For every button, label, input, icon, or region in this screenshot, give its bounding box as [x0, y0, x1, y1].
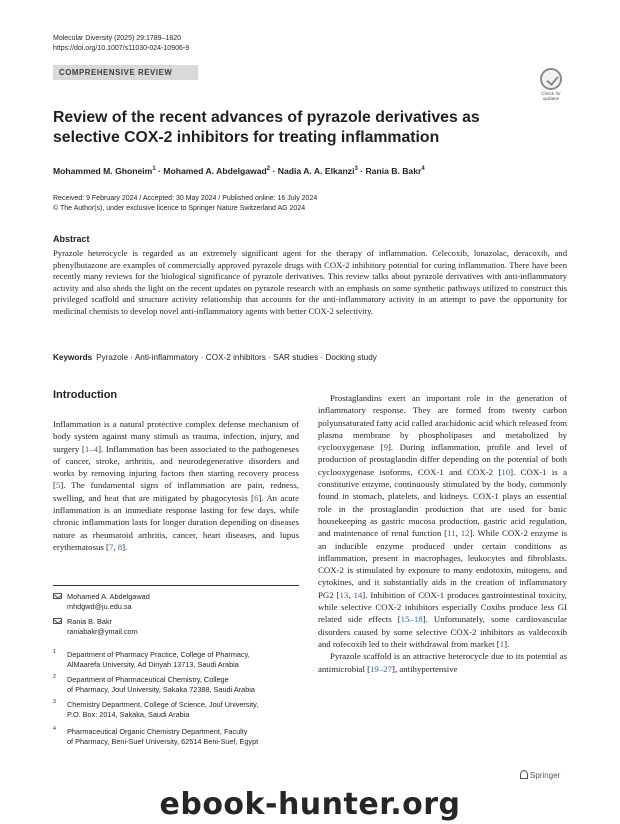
affiliation: 4 Pharmaceutical Organic Chemistry Department, Faculty of Pharmacy, Beni-Suef University, 62514 Beni-Suef, Egypt [53, 726, 259, 746]
correspondence-email[interactable]: raniabakr@ymail.com [67, 626, 138, 636]
author-name[interactable]: Nadia A. A. Elkanzi [277, 165, 355, 176]
citation-link[interactable]: 19–27 [370, 663, 393, 674]
envelope-icon [53, 593, 62, 599]
keywords-text: Pyrazole · Anti-inflammatory · COX-2 inhibitors · SAR studies · Docking study [96, 353, 377, 362]
paragraph: Pyrazole scaffold is an attractive heterocycle due to its potential as antimicrobial [19–27], antihypertensive [318, 651, 567, 674]
right-column-body [318, 392, 567, 675]
affiliation-number: 2 [53, 674, 56, 680]
paragraph: Inflammation is a natural protective complex defense mechanism of body system against many stimuli as trauma, infection, injury, and surgery [1–4]. Inflammation has been associated to the pathogeneses of cancer, stroke, arthritis, and neurodegenerative disorders and works by removing injuring factors then starting recovery process [5]. The fundamental signs of inflammation are pain, redness, swelling, and heat that are mitigated by phagocytosis [6]. An acute inflammation is an immediate response lasting for few days, while chronic inflammation lasts for longer duration depending on diseases nature as rheumatoid arthritis, cancer, heart diseases, and lupus erythematosus [7, 8]. [53, 419, 299, 552]
citation-link[interactable]: 10 [501, 466, 511, 477]
publication-dates [53, 194, 573, 213]
paragraph: Prostaglandins exert an important role in the generation of inflammatory response. They are formed from twenty carbon polyunsaturated fatty acid called arachidonic acid which released from plasma membrane by phospholipases and metabolized by cyclooxygenase [9]. During inflammation, profile and level of production of prostaglandin differ depending on the potential of both cyclooxygenase isoforms, COX-1 and COX-2 [10]. COX-1 is a constitutive enzyme, continuously stimulated by the body, commonly found in stomach, platelets, and kidneys. COX-1 plays an essential role in the prostaglandin production that are used for basic housekeeping as gastric mucosa production, gastric acid regulation, and maintenance of renal function [11, 12]. While COX-2 enzyme is an inducible enzyme produced under certain conditions as inflammation, present in macrophages, leukocytes and fibroblasts. COX-2 is stimulated by exposure to many endotoxin, mitogens, and cytokines, and it substantially aids in the creation of inflammatory PG2 [13, 14]. Inhibition of COX-1 produces gastrointestinal toxicity, while selective COX-2 inhibitors especially Coxibs produce less GI related side effects [15–18]. Unfortunately, some cardiovascular disorders caused by some selective COX-2 inhibitors as valdecoxib and rofecoxib led to their withdrawal from market [1]. [318, 393, 568, 649]
journal-citation: Molecular Diversity (2025) 29:1789–1820 [53, 35, 182, 42]
check-updates-icon [540, 68, 562, 90]
author-list: Mohammed M. Ghoneim$^1$ · Mohamed A. Abdelgawad$^2$ · Nadia A. A. Elkanzi$^3$ · Rania B. Bakr$^4$ [53, 165, 425, 176]
check-updates-label: Check for updates [541, 91, 561, 101]
springer-horse-icon [520, 770, 528, 779]
keywords [53, 352, 567, 363]
citation-link[interactable]: 1–4 [84, 443, 99, 454]
affiliation: 1 Department of Pharmacy Practice, College of Pharmacy, AlMaarefa University, Ad Diriyah 13713, Saudi Arabia [53, 649, 250, 669]
citation-link[interactable]: 15–18 [400, 614, 423, 625]
citation-link[interactable]: 13 [339, 589, 349, 600]
footnote-divider [53, 585, 299, 586]
publisher-logo [520, 770, 560, 780]
affiliation-number: 3 [53, 699, 56, 705]
citation-link[interactable]: 12 [460, 528, 470, 539]
citation-link[interactable]: 5 [55, 480, 61, 491]
author-name[interactable]: Rania B. Bakr [365, 165, 422, 176]
article-type-banner: COMPREHENSIVE REVIEW [53, 65, 198, 80]
correspondence-name: Mohamed A. Abdelgawad [67, 592, 150, 601]
check-for-updates-badge[interactable] [536, 68, 566, 100]
author-name[interactable]: Mohamed A. Abdelgawad [163, 165, 267, 176]
left-column-body [53, 418, 299, 553]
dates-line: Received: 9 February 2024 / Accepted: 30 May 2024 / Published online: 16 July 2024 [53, 195, 318, 202]
article-title: Review of the recent advances of pyrazole derivatives as selective COX-2 inhibitors for treating inflammation [53, 109, 480, 146]
doi-link[interactable]: https://doi.org/10.1007/s11030-024-10906-9 [53, 45, 190, 52]
publisher-name: Springer [530, 771, 561, 780]
introduction-heading: Introduction [53, 389, 118, 401]
author-affiliation-sup: 2 [266, 166, 271, 172]
watermark: ebook-hunter.org [159, 787, 461, 822]
affiliation: 3 Chemistry Department, College of Science, Jouf University, P.O. Box: 2014, Sakaka, Saudi Arabia [53, 699, 259, 719]
citation-link[interactable]: 7 [108, 541, 114, 552]
abstract-text: Pyrazole heterocycle is regarded as an extremely significant agent for the therapy of inflammation. Celecoxib, lonazolac, deracoxib, and phenylbutazone are examples of commercially approved pyrazole drugs with COX-2 inhibitory potential for curing inflammation. There have been recently many reviews for the biological significance of pyrazole derivatives. This review talks about pyrazole derivatives with anti-inflammatory activity and also sheds the light on the recent updates on pyrazole research with an emphasis on some synthetic pathways utilized to construct this privileged scaffold and structure activity relationship that accounts for the anti-inflammatory activity in an attempt to pave the opportunity for medicinal chemists to develop novel anti-inflammatory agents with better COX-2 selectivity. [53, 248, 567, 316]
correspondence-email[interactable]: mhdgwd@ju.edu.sa [67, 601, 132, 611]
citation-link[interactable]: 14 [353, 589, 363, 600]
citation-link[interactable]: 6 [253, 492, 259, 503]
author-affiliation-sup: 3 [354, 166, 358, 172]
affiliation-number: 4 [53, 726, 56, 732]
copyright-line: © The Author(s), under exclusive licence to Springer Nature Switzerland AG 2024 [53, 204, 306, 212]
citation-link[interactable]: 11 [447, 528, 456, 539]
citation-link[interactable]: 9 [383, 442, 388, 453]
correspondence-entry [53, 617, 299, 636]
affiliation-number: 1 [53, 649, 56, 655]
envelope-icon [53, 618, 62, 624]
citation-link[interactable]: 1 [499, 638, 505, 649]
abstract-heading: Abstract [53, 234, 90, 244]
correspondence-entry [53, 592, 299, 611]
author-affiliation-sup: 1 [152, 166, 156, 172]
affiliation: 2 Department of Pharmaceutical Chemistry, College of Pharmacy, Jouf University, Sakaka 72388, Saudi Arabia [53, 674, 255, 694]
citation-link[interactable]: 8 [117, 541, 123, 552]
journal-header [53, 34, 189, 54]
correspondence-name: Rania B. Bakr [67, 617, 113, 626]
author-name[interactable]: Mohammed M. Ghoneim [53, 165, 153, 176]
keywords-label: Keywords [53, 353, 93, 362]
author-affiliation-sup: 4 [421, 166, 425, 172]
